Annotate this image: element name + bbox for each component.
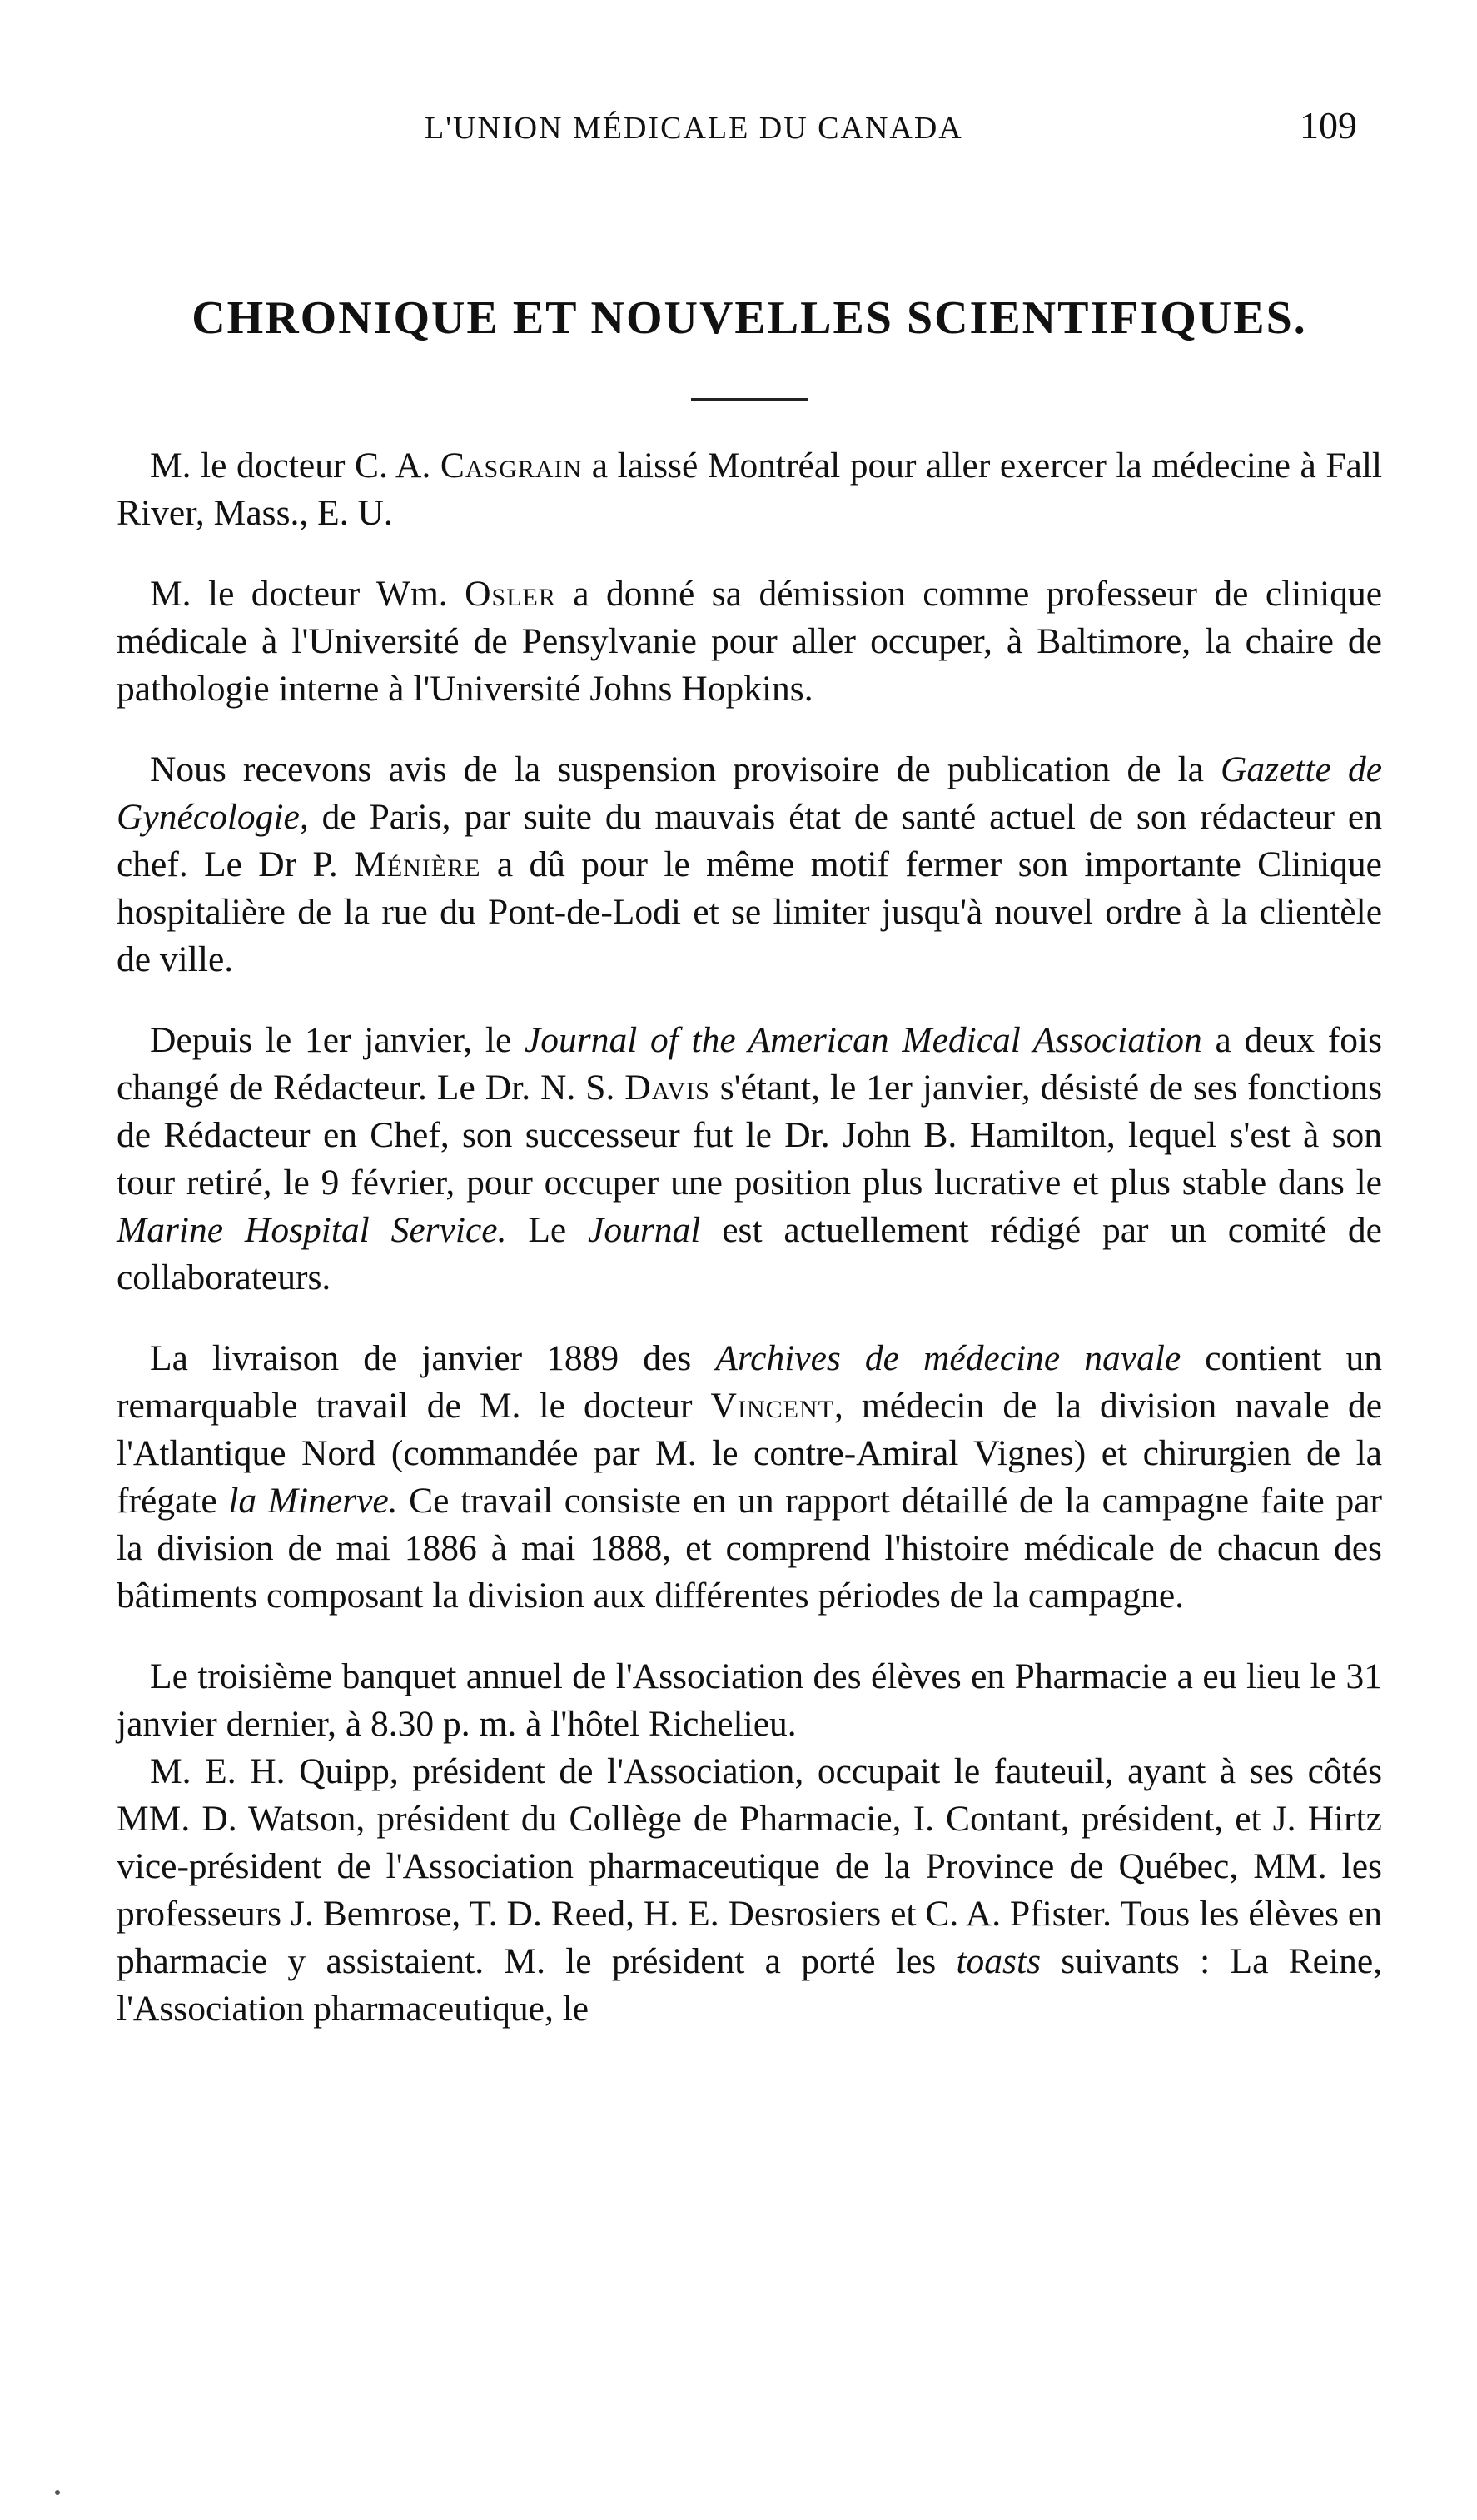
person-name: Ménière — [354, 844, 481, 884]
text-run: M. le docteur Wm. — [150, 574, 465, 614]
publication-title: Archives de médecine navale — [715, 1338, 1181, 1378]
title-rule — [691, 398, 808, 401]
running-header — [117, 100, 1382, 167]
text-run: contient un remarquable travail de M. le docteur — [117, 1338, 1382, 1426]
paragraph-journal — [117, 1017, 1382, 1302]
person-name: Davis — [624, 1068, 710, 1108]
document-page — [117, 100, 1382, 2066]
publication-title: Journal — [588, 1210, 701, 1250]
text-run: a donné sa démission comme professeur de clinique médicale à l'Université de Pensylvanie pour aller occuper, à Baltimore, la chaire de pathologie interne à l'Université Johns Hopkins. — [117, 574, 1382, 709]
text-run: s'étant, le 1er janvier, désisté de ses fonctions de Rédacteur en Chef, son successeur fut le Dr. John B. Hamilton, lequel s'est à son tour retiré, le 9 février, pour occuper une position plus lucrative et plus stable dans le — [117, 1068, 1382, 1203]
italic-word: toasts — [956, 1941, 1041, 1981]
text-run: est actuellement rédigé par un comité de collaborateurs. — [117, 1210, 1382, 1297]
paragraph-banquet — [117, 1653, 1382, 1748]
publication-title: Gazette de Gynécologie, — [117, 750, 1383, 837]
text-run: M. E. H. Quipp, président de l'Association, occupait le fauteuil, ayant à ses côtés MM. D. Watson, président du Collège de Pharmacie, I. Contant, président, et J. Hirtz vice-président de l'Association pharmaceutique de la Province de Québec, MM. les professeurs J. Bemrose, T. D. Reed, H. E. Desrosiers et C. A. Pfister. Tous les élèves en pharmacie y assistaient. M. le président a porté les — [117, 1751, 1382, 1981]
text-run: M. le docteur C. A. — [150, 446, 440, 486]
paragraph-banquet-continued — [117, 1748, 1382, 2033]
text-run: La livraison de janvier 1889 des — [150, 1338, 716, 1378]
text-run: a laissé Montréal pour aller exercer la médecine à Fall River, Mass., E. U. — [117, 446, 1382, 533]
section-title: CHRONIQUE ET NOUVELLES SCIENTIFIQUES. — [191, 292, 1307, 344]
text-run: suivants : La Reine, l'Association pharmaceutique, le — [117, 1941, 1383, 2029]
paragraph-archives — [117, 1335, 1382, 1620]
text-run: Ce travail consiste en un rapport détaillé de la campagne faite par la division de mai 1886 à mai 1888, et comprend l'histoire médicale de chacun des bâtiments composant la division aux différentes périodes de la campagne. — [117, 1481, 1383, 1616]
text-run: Nous recevons avis de la suspension provisoire de publication de la — [150, 750, 1221, 789]
page-speck — [55, 2490, 60, 2495]
ship-name: la Minerve. — [228, 1481, 398, 1521]
paragraph-gazette — [117, 746, 1382, 984]
publication-title: Journal of the American Medical Association — [524, 1020, 1202, 1060]
text-run: Le troisième banquet annuel de l'Association des élèves en Pharmacie a eu lieu le 31 janvier dernier, à 8.30 p. m. à l'hôtel Richelieu. — [117, 1656, 1382, 1744]
paragraph-osler — [117, 570, 1382, 713]
text-run: , médecin de la division navale de l'Atlantique Nord (commandée par M. le contre-Amiral Vignes) et chirurgien de la frégate — [117, 1386, 1382, 1521]
text-run: Depuis le 1er janvier, le — [150, 1020, 525, 1060]
person-name: Casgrain — [440, 446, 583, 486]
text-run: de Paris, par suite du mauvais état de santé actuel de son rédacteur en chef. Le Dr P. — [117, 797, 1382, 884]
text-run: a deux fois changé de Rédacteur. Le Dr. N. S. — [117, 1020, 1382, 1108]
running-title: L'UNION MÉDICALE DU CANADA — [425, 111, 963, 146]
paragraph-casgrain — [117, 442, 1382, 537]
page-number: 109 — [1300, 104, 1357, 147]
text-run: Le — [506, 1210, 589, 1250]
organization-name: Marine Hospital Service. — [117, 1210, 507, 1250]
person-name: Osler — [465, 574, 556, 614]
person-name: Vincent — [710, 1386, 834, 1426]
text-run: a dû pour le même motif fermer son importante Clinique hospitalière de la rue du Pont-de-Lodi et se limiter jusqu'à nouvel ordre à la clientèle de ville. — [117, 844, 1382, 979]
